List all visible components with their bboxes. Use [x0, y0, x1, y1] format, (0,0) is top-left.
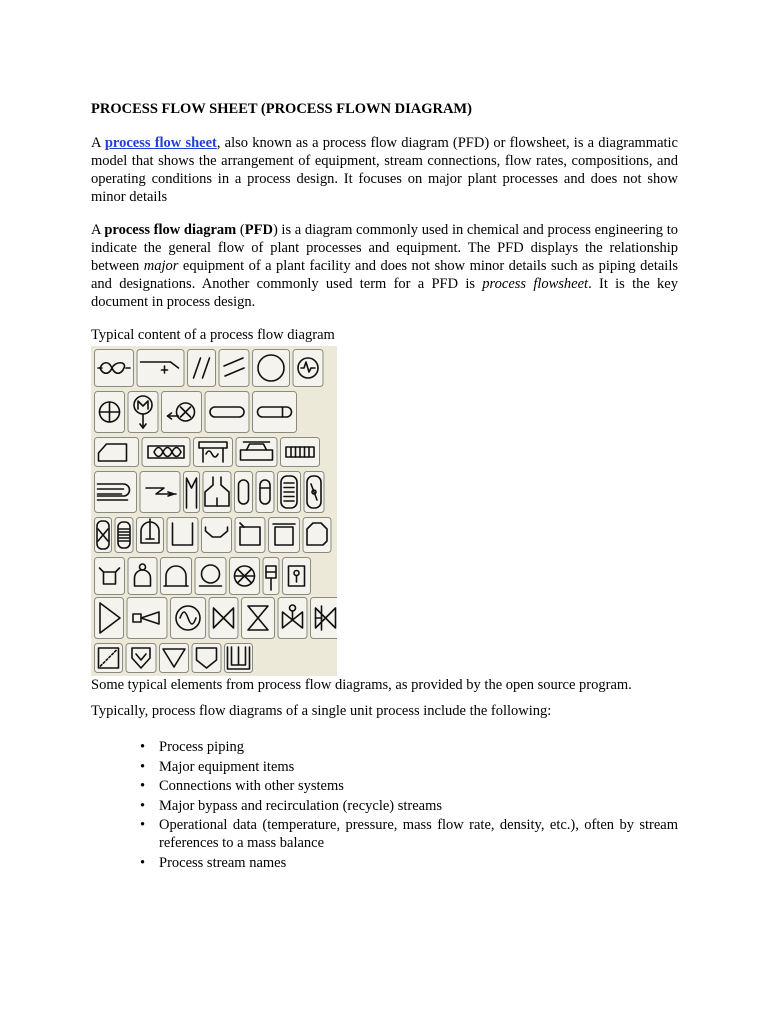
capsule-icon[interactable] [235, 472, 253, 513]
list-item: • Major bypass and recirculation (recycle) streams [91, 797, 678, 815]
vessel-x-icon[interactable] [95, 518, 112, 553]
pipe-reducer-icon[interactable] [137, 350, 184, 387]
page-title: PROCESS FLOW SHEET (PROCESS FLOWN DIAGRAM) [91, 101, 472, 117]
hopper-icon[interactable] [303, 518, 331, 553]
process-flow-sheet-link[interactable]: process flow sheet [104, 135, 217, 151]
plus-circle-icon[interactable] [95, 392, 125, 433]
vessel-inner-icon[interactable] [304, 472, 324, 513]
check-valve-icon[interactable] [127, 598, 167, 639]
bell-vessel-icon[interactable] [128, 558, 157, 595]
intro-paragraph [91, 134, 678, 206]
pump-circle-icon[interactable] [293, 350, 323, 387]
tall-vessel-icon[interactable] [278, 472, 301, 513]
pfd-abbr: PFD [244, 222, 273, 238]
square-diagonal-icon[interactable] [95, 644, 123, 673]
reactor-agitator-icon[interactable] [137, 518, 164, 553]
hourglass-valve-icon[interactable] [242, 598, 275, 639]
hose-coupling-icon[interactable] [95, 350, 134, 387]
figure-caption: Some typical elements from process flow diagrams, as provided by the open source program. [91, 677, 632, 693]
pfd-contents-list [91, 738, 678, 873]
gate-valve-icon[interactable] [209, 598, 238, 639]
tank-roof-icon[interactable] [95, 438, 139, 467]
flowsheet-em: process flowsheet [482, 276, 589, 292]
bin-icon[interactable] [95, 558, 125, 595]
vessel-door-icon[interactable] [283, 558, 311, 595]
bowl-icon[interactable] [202, 518, 232, 553]
major-em: major [143, 258, 179, 274]
compressor-arrow-icon[interactable] [162, 392, 202, 433]
pfd-symbol-palette [91, 346, 337, 676]
list-item: • Operational data (temperature, pressure, mass flow rate, density, etc.), often by stream references to a mass balance [91, 816, 678, 852]
wheel-filter-icon[interactable] [230, 558, 260, 595]
round-tank-icon[interactable] [195, 558, 226, 595]
inverted-triangle-icon[interactable] [160, 644, 189, 673]
list-intro: Typically, process flow diagrams of a single unit process include the following: [91, 703, 552, 719]
para2-text1: ) is a diagram commonly used in chemical and process engineering to indicate the general flow of plant processes and equipment. The PFD displays the relationship between [91, 222, 678, 274]
motor-agitator-icon[interactable] [128, 392, 158, 433]
para2-prefix: A [91, 222, 105, 238]
list-item: • Connections with other systems [91, 777, 678, 795]
tank-lid-icon[interactable] [269, 518, 300, 553]
pfd-paragraph [91, 221, 678, 311]
shield-v-icon[interactable] [126, 644, 156, 673]
pfd-term: process flow diagram [104, 222, 237, 238]
horizontal-vessel-cap-icon[interactable] [253, 392, 297, 433]
shell-tube-exchanger-icon[interactable] [95, 472, 137, 513]
para1-prefix: A [91, 135, 105, 151]
symbol-grid [91, 346, 337, 676]
list-item: • Process piping [91, 738, 678, 756]
furnace-icon[interactable] [236, 438, 277, 467]
horizontal-vessel-icon[interactable] [205, 392, 249, 433]
shield-icon[interactable] [192, 644, 221, 673]
list-item: • Process stream names [91, 854, 678, 872]
cooling-tower-frame-icon[interactable] [194, 438, 233, 467]
para2-paren: ( [236, 222, 245, 238]
tube-bundle-icon[interactable] [281, 438, 320, 467]
tray-icon[interactable] [225, 644, 253, 673]
tank-square-icon[interactable] [235, 518, 265, 553]
para1-text: , also known as a process flow diagram (PFD) or flowsheet, is a diagrammatic model that shows the arrangement of equipment, stream connections, flow rates, compositions, and operating conditions in a process design. It focuses on major plant processes and does not show minor details [91, 135, 678, 205]
para2-text3: . It is the key document in process design. [91, 276, 678, 310]
circle-icon[interactable] [253, 350, 290, 387]
column-m-icon[interactable] [184, 472, 200, 513]
figure-heading: Typical content of a process flow diagram [91, 327, 335, 343]
capsule-band-icon[interactable] [256, 472, 274, 513]
arrow-zigzag-icon[interactable] [140, 472, 180, 513]
dome-tank-icon[interactable] [161, 558, 192, 595]
open-tank-icon[interactable] [167, 518, 198, 553]
valve-bonnet-icon[interactable] [278, 598, 307, 639]
single-slash-icon[interactable] [219, 350, 249, 387]
para2-text2: equipment of a plant facility and does not show minor details such as piping details and designations. Another commonly used term for a PFD is [91, 258, 678, 292]
list-item: • Major equipment items [91, 758, 678, 776]
flask-icon[interactable] [203, 472, 231, 513]
sine-circle-icon[interactable] [171, 598, 206, 639]
valve-stem-icon[interactable] [263, 558, 279, 595]
vessel-bands-icon[interactable] [115, 518, 133, 553]
heat-exchanger-coil-icon[interactable] [142, 438, 190, 467]
double-slash-icon[interactable] [188, 350, 216, 387]
triangle-pump-icon[interactable] [95, 598, 124, 639]
valve-x-icon[interactable] [311, 598, 338, 639]
